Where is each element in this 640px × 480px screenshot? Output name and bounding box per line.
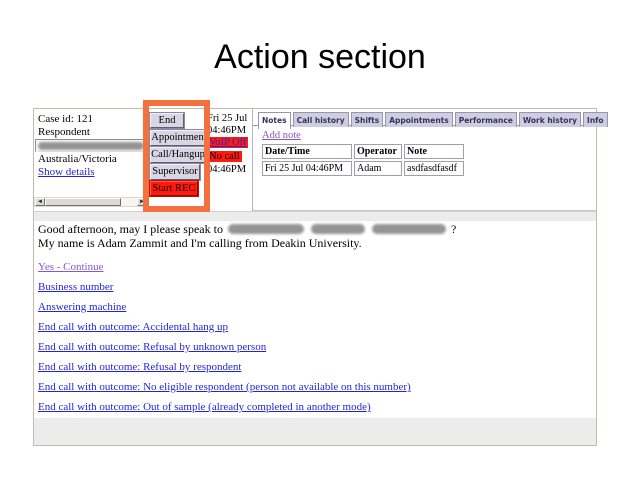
tab-appointments[interactable]: Appointments xyxy=(385,112,452,127)
link-business-number[interactable]: Business number xyxy=(38,281,114,293)
scroll-right-icon[interactable]: ► xyxy=(137,198,147,206)
link-outcome-refusal-unknown[interactable]: End call with outcome: Refusal by unknown person xyxy=(38,341,267,353)
show-details-link[interactable]: Show details xyxy=(38,166,95,178)
outcome-link-list xyxy=(38,261,411,421)
frame-divider-band xyxy=(34,211,596,221)
status-time-2: 04:46PM xyxy=(207,164,247,175)
tab-bar xyxy=(258,112,608,127)
respondent-label: Respondent xyxy=(38,126,90,138)
tab-performance[interactable]: Performance xyxy=(455,112,517,127)
scroll-left-icon[interactable]: ◄ xyxy=(35,198,45,206)
tab-info[interactable]: Info xyxy=(583,112,608,127)
greeting-suffix: ? xyxy=(450,222,457,236)
status-time: 04:46PM xyxy=(207,125,247,136)
cell-operator: Adam xyxy=(354,161,402,176)
link-answering-machine[interactable]: Answering machine xyxy=(38,301,127,313)
tab-call-history[interactable]: Call history xyxy=(293,112,349,127)
add-note-link[interactable]: Add note xyxy=(262,130,301,141)
supervisor-button[interactable]: Supervisor xyxy=(150,164,200,180)
cati-screenshot xyxy=(33,108,604,446)
tab-notes[interactable]: Notes xyxy=(258,112,291,129)
header-note: Note xyxy=(404,144,464,159)
notes-table-header-row xyxy=(262,144,464,159)
call-hangup-button[interactable]: Call/Hangup xyxy=(150,147,206,163)
table-row xyxy=(262,161,464,176)
redacted-name-part-3 xyxy=(372,224,446,234)
header-operator: Operator xyxy=(354,144,402,159)
bottom-gray-area xyxy=(34,418,596,445)
scrollbar-thumb[interactable] xyxy=(45,198,121,206)
link-outcome-no-eligible-respondent[interactable]: End call with outcome: No eligible respondent (person not available on this number) xyxy=(38,381,411,393)
notes-table xyxy=(260,142,466,178)
link-outcome-out-of-sample[interactable]: End call with outcome: Out of sample (already completed in another mode) xyxy=(38,401,371,413)
cell-note: asdfasdfasdf xyxy=(404,161,464,176)
redacted-respondent-name xyxy=(38,142,144,150)
intro-line: My name is Adam Zammit and I'm calling from Deakin University. xyxy=(38,236,362,250)
tab-shifts[interactable]: Shifts xyxy=(351,112,384,127)
cell-date-time: Fri 25 Jul 04:46PM xyxy=(262,161,352,176)
link-outcome-refusal-respondent[interactable]: End call with outcome: Refusal by respondent xyxy=(38,361,242,373)
location-text: Australia/Victoria xyxy=(38,153,117,165)
end-button[interactable]: End xyxy=(150,113,184,128)
status-date: Fri 25 Jul xyxy=(207,113,248,124)
case-id: Case id: 121 xyxy=(38,113,93,125)
redacted-name-part-2 xyxy=(311,224,365,234)
appointment-button[interactable]: Appointment xyxy=(150,130,208,146)
slide-title: Action section xyxy=(214,38,426,76)
call-state-badge: No call xyxy=(209,151,240,162)
redacted-name-part-1 xyxy=(228,224,304,234)
greeting-prefix: Good afternoon, may I please speak to xyxy=(38,222,223,236)
voip-off-link[interactable]: VoIP Off xyxy=(209,137,247,148)
start-rec-button[interactable]: Start REC xyxy=(150,181,198,196)
link-yes-continue[interactable]: Yes - Continue xyxy=(38,261,104,273)
tab-work-history[interactable]: Work history xyxy=(519,112,581,127)
link-outcome-accidental-hangup[interactable]: End call with outcome: Accidental hang up xyxy=(38,321,229,333)
respondent-name-field[interactable] xyxy=(35,139,148,152)
horizontal-scrollbar[interactable] xyxy=(34,197,148,207)
greeting-line xyxy=(38,222,456,237)
scrollbar-track[interactable] xyxy=(121,198,137,206)
header-date-time: Date/Time xyxy=(262,144,352,159)
script-section xyxy=(34,221,596,418)
